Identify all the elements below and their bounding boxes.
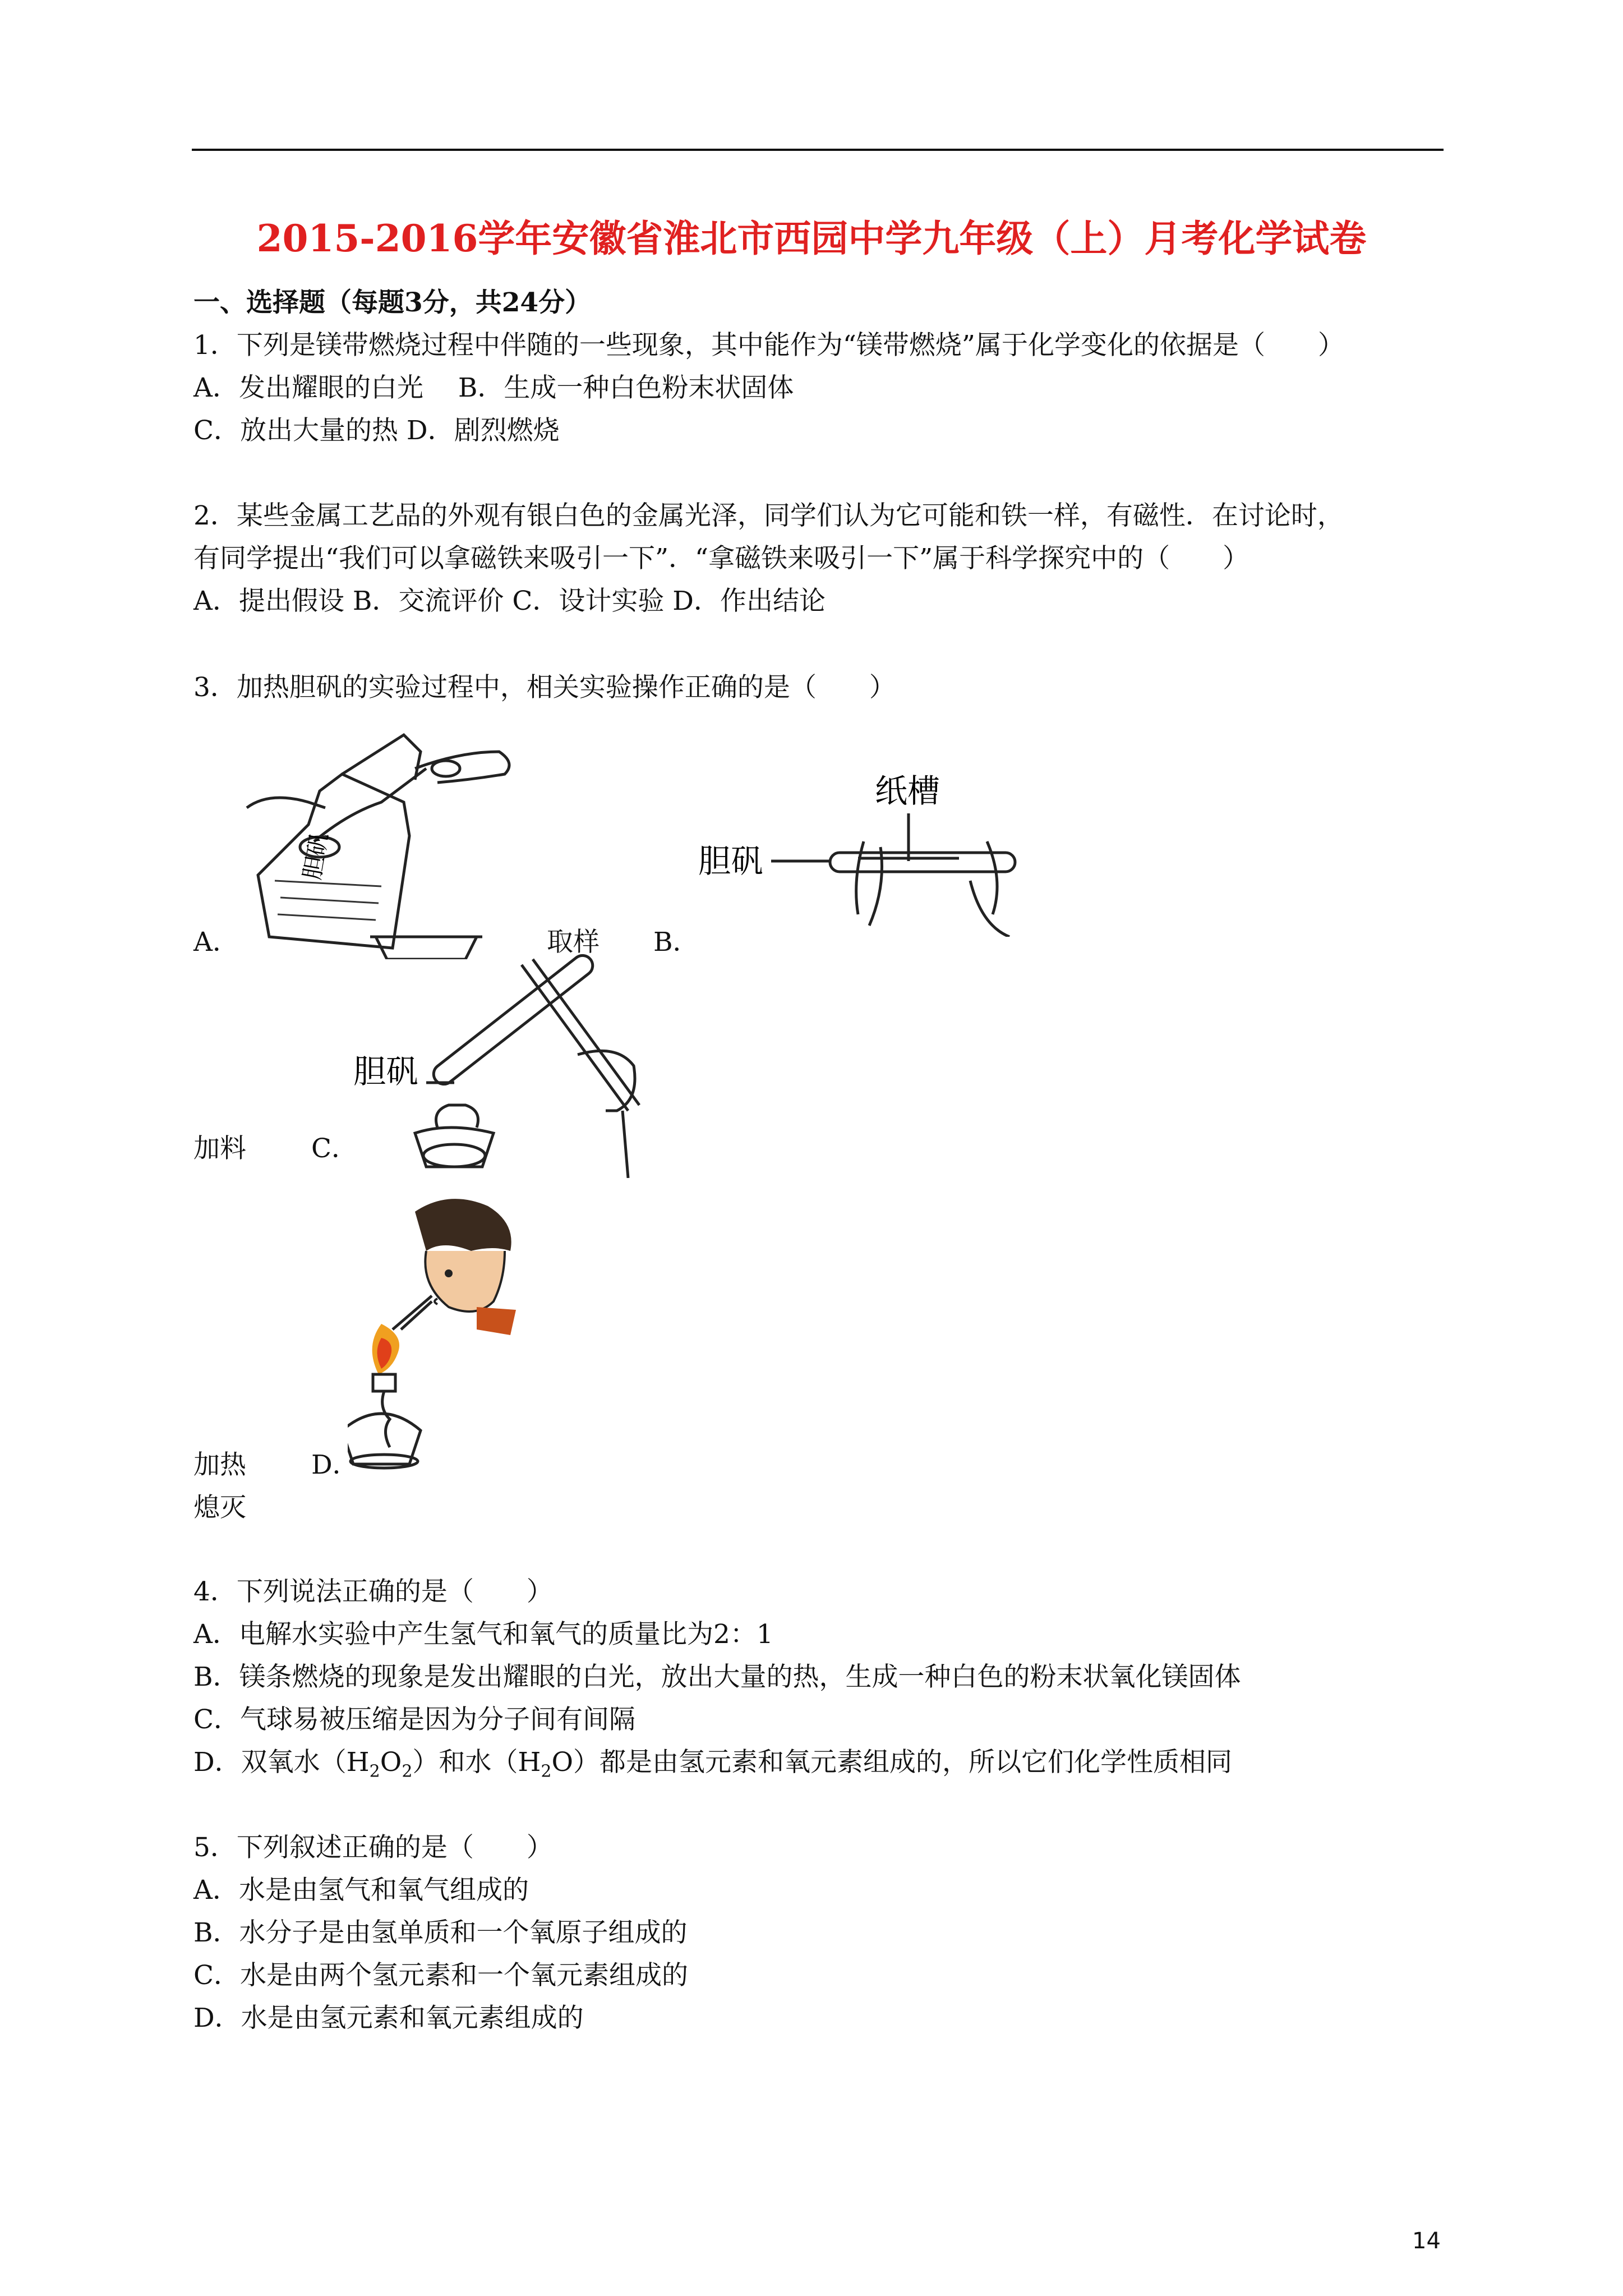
q2-stem-line2: 有同学提出“我们可以拿磁铁来吸引一下”．“拿磁铁来吸引一下”属于科学探究中的（ ） — [193, 543, 1249, 574]
flame — [436, 1105, 478, 1128]
q3-option-b-label: B． — [653, 927, 699, 958]
header-rule — [192, 149, 1444, 151]
q3-option-d-label: D． — [311, 1450, 359, 1480]
q5-option-a: A．水是由氢气和氧气组成的 — [193, 1875, 529, 1906]
q3-figure-b-adding — [690, 769, 1038, 937]
q4-option-c: C．气球易被压缩是因为分子间有间隔 — [193, 1704, 635, 1735]
figure-b-label-trough: 纸槽 — [875, 772, 940, 810]
airflow-lines — [393, 1296, 432, 1329]
q4-option-d: D．双氧水$(H_2O_2)$和水$(H_2O)$都是由氢元素和氧元素组成的，所以它们化学性质相同 — [193, 1747, 1233, 1782]
q4-option-a: A．电解水实验中产生氢气和氧气的质量比为2：1 — [193, 1619, 773, 1650]
q5-stem: 5．下列叙述正确的是（ ） — [193, 1832, 553, 1863]
section-heading: 一、选择题（每题3分，共24分） — [193, 287, 592, 318]
reagent-bottle — [258, 774, 409, 948]
q1-options-ab: A．发出耀眼的白光 B．生成一种白色粉末状固体 — [193, 372, 794, 403]
q3-option-c-label: C． — [311, 1133, 358, 1164]
test-tube-holder — [522, 959, 639, 1111]
q1-stem: 1．下列是镁带燃烧过程中伴随的一些现象，其中能作为“镁带燃烧”属于化学变化的依据是（ ） — [193, 330, 1344, 361]
q5-option-b: B．水分子是由氢单质和一个氧原子组成的 — [193, 1917, 688, 1948]
q4-stem: 4．下列说法正确的是（ ） — [193, 1576, 553, 1607]
q3-option-a-label: A． — [193, 927, 239, 958]
q3-stem: 3．加热胆矾的实验过程中，相关实验操作正确的是（ ） — [193, 672, 896, 703]
q3-option-c-caption: 加热 — [193, 1450, 246, 1480]
q4-option-b: B．镁条燃烧的现象是发出耀眼的白光，放出大量的热，生成一种白色的粉末状氧化镁固体 — [193, 1662, 1241, 1692]
q3-figure-d-extinguishing — [348, 1189, 583, 1470]
figure-a-label: 胆矾 — [298, 830, 334, 882]
figure-c-label: 胆矾 — [353, 1052, 419, 1091]
q3-figure-a-sampling — [236, 712, 527, 959]
page-number: 14 — [1412, 2228, 1441, 2254]
right-hand — [970, 841, 1009, 937]
q5-option-c: C．水是由两个氢元素和一个氧元素组成的 — [193, 1960, 688, 1991]
exam-title: 2015-2016学年安徽省淮北市西园中学九年级（上）月考化学试卷 — [256, 217, 1367, 260]
q3-option-a-caption: 取样 — [547, 927, 600, 958]
q3-figure-c-heating — [336, 942, 651, 1178]
figure-b-label-cuso4: 胆矾 — [698, 842, 764, 880]
q3-option-b-caption: 加料 — [193, 1133, 246, 1164]
q3-option-d-caption: 熄灭 — [193, 1492, 246, 1523]
tilted-test-tube — [430, 951, 597, 1088]
person-head — [415, 1199, 516, 1335]
q2-stem-line1: 2．某些金属工艺品的外观有银白色的金属光泽，同学们认为它可能和铁一样，有磁性．在讨论时， — [193, 500, 1344, 531]
q5-option-d: D．水是由氢元素和氧元素组成的 — [193, 2003, 584, 2033]
q1-options-cd: C．放出大量的热 D．剧烈燃烧 — [193, 415, 560, 446]
q2-options: A．提出假设 B．交流评价 C．设计实验 D．作出结论 — [193, 586, 826, 616]
